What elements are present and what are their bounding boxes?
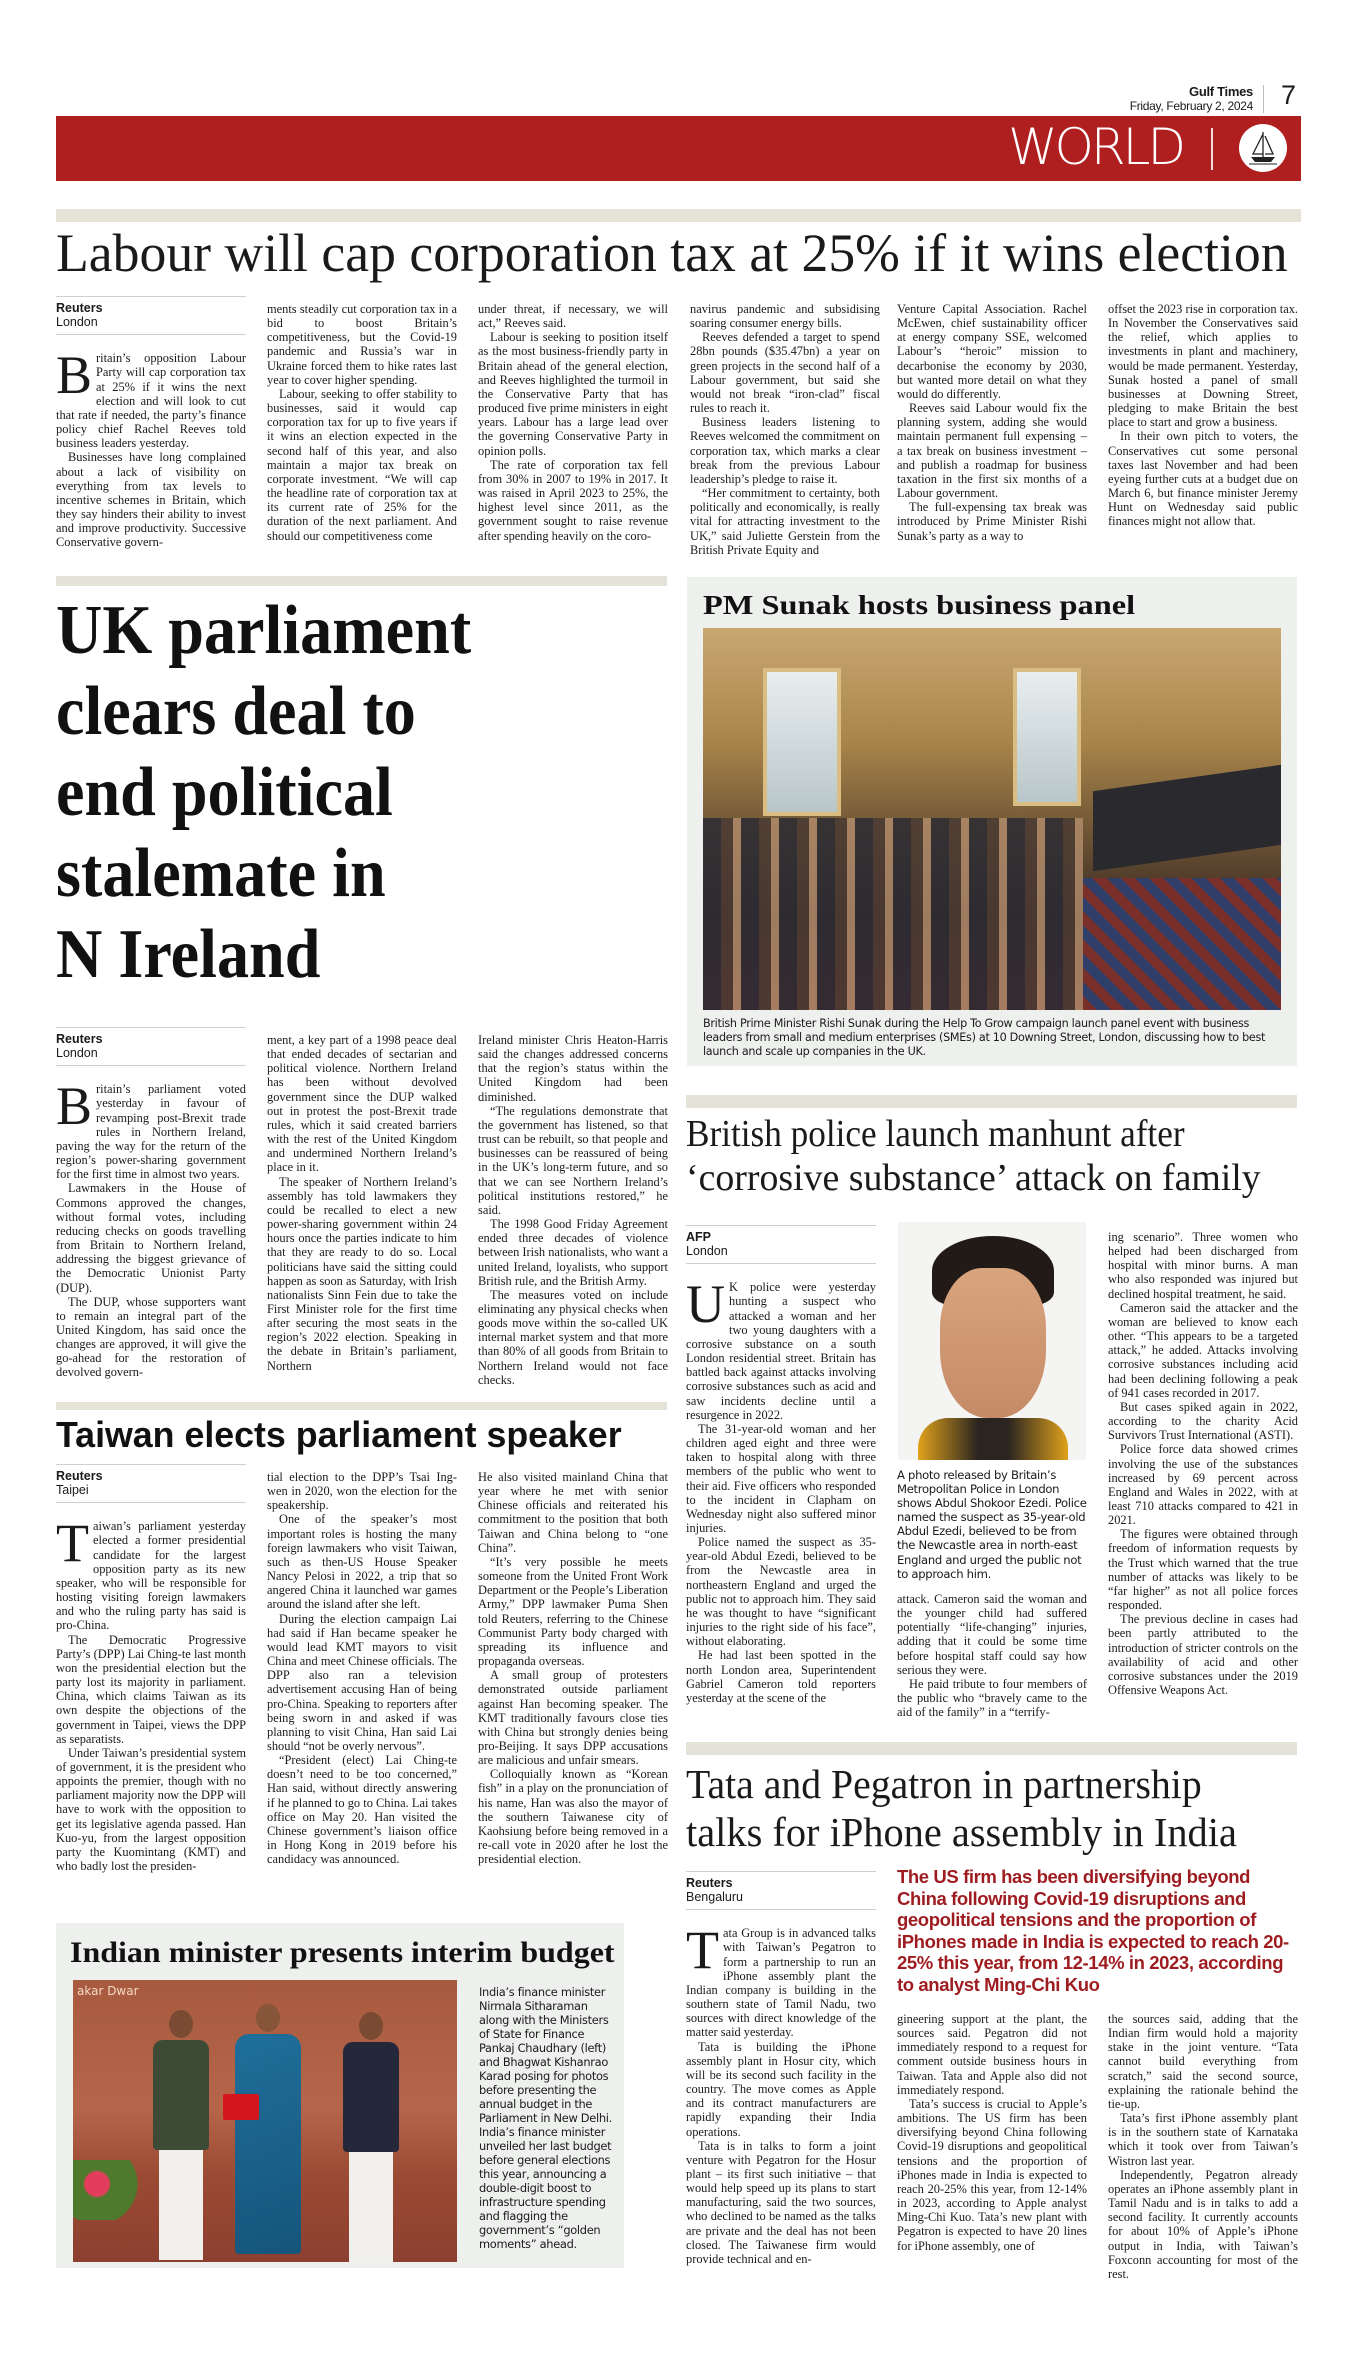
drop-cap: U	[686, 1274, 725, 1335]
lead-text: K police were yesterday hunting a suspect who attacked a woman and her two young daughters with a corrosive substance on a south London residential street. Britain has battled back against attacks involving corrosive substances such as acid and saw incidents decline until a resurgence in 2022.	[686, 1280, 876, 1422]
lead-text: aiwan’s parliament yesterday elected a former presidential candidate for the largest opposition party as its new speaker, who will be responsible for hosting visiting foreign lawmakers and who the ruling party has said is pro-China.	[56, 1519, 246, 1633]
drop-cap: T	[686, 1920, 719, 1981]
headline-line: ‘corrosive substance’ attack on family	[686, 1157, 1261, 1199]
article-body	[897, 1592, 1087, 1719]
lead-text: ritain’s opposition Labour Party will cap corporation tax at 25% if it wins the next election and will look to cut that rate if needed, the party’s finance policy chief Rachel Reeves told business leaders yesterday.	[56, 351, 246, 451]
lead-paragraph	[56, 1076, 246, 1182]
headline-line: clears deal to	[56, 673, 416, 750]
agency: Reuters	[56, 1032, 103, 1046]
article-body	[478, 302, 668, 543]
paragraph: The DUP, whose supporters want to remain an integral part of the United Kingdom, has said once the changes are approved, it will give the go-ahead for the restoration of devolved govern-	[56, 1294, 246, 1380]
headline-line: N Ireland	[56, 916, 321, 993]
lead-paragraph	[686, 1274, 876, 1422]
agency: AFP	[686, 1230, 711, 1244]
face	[940, 1268, 1046, 1418]
paragraph: ment, a key part of a 1998 peace deal that ended decades of sectarian and political violence. Northern Ireland has been without devolved government since the DUP walked out in protest the post-Brexit trade rules, which it said created barriers with the rest of the United Kingdom and undermined Northern Ireland’s place in it.	[267, 1033, 457, 1175]
paragraph: The previous decline in cases had been partly attributed to the introduction of stricter controls on the availability of acid and other corrosive substances under the 2019 Offensive Weapons Act.	[1108, 1612, 1298, 1697]
red-budget-folder	[223, 2094, 259, 2120]
section-divider-bar	[56, 576, 667, 586]
paragraph: tial election to the DPP’s Tsai Ing-wen in 2020, won the election for the speakership.	[267, 1470, 457, 1513]
paragraph: Businesses have long complained about a lack of visibility on everything from tax levels to incentive schemes in Britain, which they say hinders their ability to invest and improve productivity. Successive Conservative govern-	[56, 450, 246, 550]
tata-article-headline	[686, 1760, 1297, 1856]
uk-column-3	[478, 1033, 668, 1393]
lead-paragraph	[56, 345, 246, 451]
sunak-photo-box	[687, 577, 1297, 1066]
city: London	[56, 315, 98, 330]
section-divider-bar	[686, 1095, 1297, 1108]
paragraph: under threat, if necessary, we will act,” Reeves said.	[478, 302, 668, 331]
police-column-1	[686, 1225, 876, 1708]
labour-column-6	[1108, 302, 1298, 568]
photo-sign-text: akar Dwar	[77, 1984, 139, 1998]
agency: Reuters	[56, 301, 103, 315]
agency: Reuters	[686, 1876, 733, 1890]
article-body	[686, 1422, 876, 1705]
city: London	[686, 1244, 728, 1259]
budget-photo	[73, 1980, 457, 2262]
article-body	[56, 1633, 246, 1874]
paragraph: The rate of corporation tax fell from 30% in 2007 to 19% in 2017. It was raised in April 2023 to 25%, the highest level since 2011, as the government sought to raise revenue after spending heavily on the coro-	[478, 457, 668, 543]
section-divider-bar	[56, 1402, 667, 1410]
dateline	[686, 1871, 876, 1910]
paragraph: A small group of protesters demonstrated outside parliament against Han becoming speaker. The KMT traditionally favours close ties with China but strongly denies being pro-Beijing. It says DPP accusations are malicious and unfair smears.	[478, 1668, 668, 1768]
dateline	[56, 1027, 246, 1066]
carpet	[1083, 878, 1281, 1010]
paragraph: The Democratic Progressive Party’s (DPP) Lai Ching-te last month won the presidential election but the party lost its majority in parliament. China, which claims Taiwan as its own despite the objections of the government in Taipei, views the DPP as separatists.	[56, 1632, 246, 1746]
headline-line: talks for iPhone assembly in India	[686, 1809, 1237, 1855]
lead-text: ata Group is in advanced talks with Taiwan’s Pegatron to form a partnership to run an iPhone assembly plant the Indian company is building in the southern state of Tamil Nadu, two sources with direct knowledge of the matter said yesterday.	[686, 1926, 876, 2040]
photo-caption: British Prime Minister Rishi Sunak during the Help To Grow campaign launch panel event with business leaders from small and medium enterprises (SMEs) at 10 Downing Street, London, discussing how to best launch and scale up companies in the UK.	[703, 1017, 1266, 1058]
photo-box-headline	[703, 589, 1136, 622]
issue-date: Friday, February 2, 2024	[1129, 99, 1253, 113]
paragraph: Police named the suspect as 35-year-old Abdul Ezedi, believed to be from the Newcastle area in northeastern England and urged the public not to approach him. They said he was thought to have “significant injuries to the right side of his face”, without elaborating.	[686, 1535, 876, 1649]
drop-cap: B	[56, 345, 93, 406]
dateline	[56, 1464, 246, 1503]
headline-line: UK parliament	[56, 592, 472, 669]
person-right	[341, 2002, 401, 2258]
article-body	[478, 1033, 668, 1387]
article-body	[690, 302, 880, 557]
paragraph: Tata’s success is crucial to Apple’s ambitions. The US firm has been diversifying beyond China following Covid-19 disruptions and geopolitical tensions and the proportion of iPhones made in India is expected to reach 20-25% this year, from 12-14% in 2023, according to Apple analyst Ming-Chi Kuo. Tata’s new plant with Pegatron is expected to have 20 lines for iPhone assembly, one of	[897, 2096, 1087, 2253]
paragraph: But cases spiked again in 2022, according to the charity Acid Survivors Trust International (ASTI).	[1108, 1399, 1298, 1443]
photo-caption: A photo released by Britain’s Metropolitan Police in London shows Abdul Shokoor Ezedi. Police named the suspect as 35-year-old Abdul Ezedi, believed to be from the Newcastle area in north-east England and urged the public not to approach him.	[897, 1468, 1087, 1581]
paragraph: One of the speaker’s most important roles is hosting the many foreign lawmakers who visit Taiwan, such as then-US House Speaker Nancy Pelosi in 2022, a trip that so angered China it launched war games around the island after she left.	[267, 1512, 457, 1612]
section-divider	[1211, 128, 1213, 170]
masthead-divider	[1263, 85, 1264, 113]
page-number: 7	[1281, 80, 1297, 110]
city: London	[56, 1046, 98, 1061]
section-title: WORLD	[1008, 118, 1183, 176]
drop-cap: B	[56, 1076, 93, 1137]
dateline	[686, 1225, 876, 1264]
paragraph: In their own pitch to voters, the Conservatives cut some personal taxes last November and had been eyeing further cuts at a budget due on March 6, but finance minister Jeremy Hunt on Wednesday said public finances might not allow that.	[1108, 429, 1298, 529]
paragraph: Reeves defended a target to spend 28bn pounds ($35.47bn) a year on green projects in the second half of a Labour government, but said she would not break “iron-clad” fiscal rules to reach it.	[690, 330, 880, 416]
headline: PM Sunak hosts business panel	[703, 590, 1136, 620]
photo-box-headline	[70, 1935, 615, 1971]
paragraph: the sources said, adding that the Indian firm would hold a majority stake in the joint venture. “Tata cannot build everything from scratch,” said the second source, explaining the rationale behind the tie-up.	[1108, 2012, 1298, 2111]
paragraph: He also visited mainland China that year where he met with senior Chinese officials and reiterated his commitment to the position that both Taiwan and China belong to “one China”.	[478, 1470, 668, 1555]
india-budget-photo-box	[56, 1923, 624, 2268]
paragraph: Labour, seeking to offer stability to businesses, said it would cap corporation tax for up to five years if it wins an election expected in the second half of this year, and also maintain a major tax break on corporate investment. “We will cap the headline rate of corporation tax at its current rate of 25% for the duration of the next parliament. And should our competitiveness come	[267, 386, 457, 543]
section-band	[56, 116, 1301, 181]
paragraph: Business leaders listening to Reeves welcomed the commitment on corporation tax, which marks a clear break from the previous Labour leadership’s pledge to raise it.	[690, 415, 880, 486]
headline-line: stalemate in	[56, 835, 386, 912]
labour-article-headline	[56, 222, 1301, 286]
uk-article-headline	[56, 590, 667, 995]
paragraph: gineering support at the plant, the sources said. Pegatron did not immediately respond to a request for comment outside business hours in Taiwan. Tata and Apple also did not immediately respond.	[897, 2012, 1087, 2097]
paragraph: Police force data showed crimes involving the use of the substances increased by 69 percent across England and Wales in 2022, with at least 710 attacks compared to 421 in 2021.	[1108, 1442, 1298, 1528]
paragraph: Labour is seeking to position itself as the most business-friendly party in Britain ahead of the general election, and Reeves highlighted the turmoil in the Conservative Party that has produced five prime ministers in eight years. Labour has a large lead over the governing Conservative Party in opinion polls.	[478, 330, 668, 458]
paragraph: ments steadily cut corporation tax in a bid to boost Britain’s competitiveness, but the Covid-19 pandemic and Russia’s war in Ukraine forced them to hike rates last year to cover higher spending.	[267, 302, 457, 387]
article-body	[1108, 1230, 1298, 1697]
paragraph: “Her commitment to certainty, both politically and economically, is really vital for attracting investment to the UK,” said Juliette Gerstein from the British Private Equity and	[690, 486, 880, 557]
headline: Indian minister presents interim budget	[70, 1936, 615, 1969]
lead-text: ritain’s parliament voted yesterday in favour of revamping post-Brexit trade rules in Northern Ireland, paving the way for the return of the region’s power-sharing government for the first time in almost two years.	[56, 1082, 246, 1182]
paragraph: Tata’s first iPhone assembly plant is in the southern state of Karnataka which it took over from Taiwan’s Wistron last year.	[1108, 2111, 1298, 2168]
city: Bengaluru	[686, 1890, 743, 1905]
dhow-logo-icon	[1239, 124, 1287, 172]
article-body	[267, 1033, 457, 1373]
paragraph: The 1998 Good Friday Agreement ended three decades of violence between Irish nationalists, who want a united Ireland, loyalists, who support British rule, and the British Army.	[478, 1217, 668, 1288]
paragraph: The full-expensing tax break was introduced by Prime Minister Rishi Sunak’s party as a way to	[897, 500, 1087, 543]
article-body	[686, 2040, 876, 2267]
section-divider-bar	[686, 1742, 1297, 1755]
uk-column-2	[267, 1033, 457, 1393]
police-article-headline	[686, 1112, 1297, 1200]
paragraph: He had last been spotted in the north London area, Superintendent Gabriel Cameron told reporters yesterday at the scene of the	[686, 1648, 876, 1705]
photo-caption: India’s finance minister Nirmala Sitharaman along with the Ministers of State for Finance Pankaj Chaudhary (left) and Bhagwat Kishanrao Karad posing for photos before presenting the annual budget in the Parliament in New Delhi. India’s finance minister unveiled her last budget before general elections this year, announcing a double-digit boost to infrastructure spending and flagging the government’s “golden moments” ahead.	[479, 1985, 612, 2251]
article-body	[267, 302, 457, 543]
paragraph: Venture Capital Association. Rachel McEwen, chief sustainability officer at energy company SSE, welcomed Labour’s “heroic” mission to decarbonise the economy by 2030, but wanted more detail on what they would do differently.	[897, 302, 1087, 401]
taiwan-column-3	[478, 1470, 668, 1897]
labour-column-3	[478, 302, 668, 568]
tata-column-2	[897, 2012, 1087, 2276]
paragraph: ing scenario”. Three women who helped had been discharged from hospital with minor burns. A man who also responded was injured but declined hospital treatment, he said.	[1108, 1230, 1298, 1301]
labour-column-4	[690, 302, 880, 568]
taiwan-column-1	[56, 1464, 246, 1897]
police-column-2	[897, 1592, 1087, 1720]
window	[1013, 668, 1081, 806]
police-column-3	[1108, 1230, 1298, 1708]
window	[763, 668, 841, 816]
paragraph: “The regulations demonstrate that the government has listened, so that trust can be rebuilt, so that people and businesses can be reassured of being in the UK’s long-term future, and so that we can see Northern Ireland’s political institutions restored,” he said.	[478, 1103, 668, 1217]
shirt	[918, 1418, 1068, 1460]
lead-paragraph	[686, 1920, 876, 2040]
flowers	[73, 2160, 153, 2220]
pull-quote: The US firm has been diversifying beyond China following Covid-19 disruptions and geopolitical tensions and the proportion of iPhones made in India is expected to reach 20-25% this year, from 12-14% in 2023, according to analyst Ming-Chi Kuo	[897, 1866, 1289, 1995]
agency: Reuters	[56, 1469, 103, 1483]
article-body	[897, 2012, 1087, 2253]
audience	[703, 818, 1083, 1010]
taiwan-column-2	[267, 1470, 457, 1897]
paragraph: “It’s very possible he meets someone from the United Front Work Department or the People’s Liberation Army,” DPP lawmaker Puma Shen told Reuters, referring to the Chinese Communist Party body charged with spreading its influence and propaganda overseas.	[478, 1554, 668, 1669]
paper-name: Gulf Times	[1189, 84, 1253, 99]
paragraph: Lawmakers in the House of Commons approved the changes, without formal votes, including reducing checks on goods travelling from Britain to Northern Ireland, addressing the biggest grievance of the Democratic Unionist Party (DUP).	[56, 1181, 246, 1295]
article-body	[897, 302, 1087, 543]
sunak-panel-photo	[703, 628, 1281, 1010]
paragraph: Cameron said the attacker and the woman are believed to know each other. “This appears to be a targeted attack,” he added. Attacks involving corrosive substances including acid had been declining following a peak of 941 cases recorded in 2017.	[1108, 1300, 1298, 1400]
article-body	[56, 1181, 246, 1379]
article-body	[1108, 302, 1298, 529]
paragraph: Independently, Pegatron already operates an iPhone assembly plant in Tamil Nadu and is in talks to add a second facility. It currently accounts for about 10% of Apple’s iPhone output in India, with Taiwan’s Foxconn accounting for most of the rest.	[1108, 2167, 1298, 2281]
paragraph: Tata is building the iPhone assembly plant in Hosur city, which will be its second such facility in the country. The move comes as Apple and its contract manufacturers are rapidly expanding their India operations.	[686, 2039, 876, 2139]
paragraph: He paid tribute to four members of the public who “bravely came to the aid of the family” in a “terrify-	[897, 1676, 1087, 1720]
labour-column-5	[897, 302, 1087, 568]
headline: Labour will cap corporation tax at 25% if it wins election	[56, 223, 1288, 283]
paragraph: Tata is in talks to form a joint venture with Pegatron for the Hosur plant – its first such initiative – that would help speed up its plans to start manufacturing, said the two sources, who declined to be named as the talks are private and the deal has not been closed. The Taiwanese firm would provide technical and en-	[686, 2138, 876, 2266]
uk-column-1	[56, 1027, 246, 1393]
drop-cap: T	[56, 1513, 89, 1574]
article-body	[267, 1470, 457, 1866]
paragraph: Reeves said Labour would fix the planning system, adding she would maintain permanent full expensing – a tax break on business investment – and publish a roadmap for business taxation in the first six months of a Labour government.	[897, 401, 1087, 501]
paragraph: navirus pandemic and subsidising soaring consumer energy bills.	[690, 302, 880, 331]
dateline	[56, 296, 246, 335]
article-body	[56, 450, 246, 549]
headline-line: Tata and Pegatron in partnership	[686, 1761, 1202, 1807]
labour-column-1	[56, 296, 246, 568]
taiwan-article-headline	[56, 1414, 667, 1456]
paragraph: The figures were obtained through freedom of information requests by the Trust which warned that the true number of attacks was likely to be “far higher” as not all police forces responded.	[1108, 1527, 1298, 1613]
paragraph: The measures voted on include eliminating any physical checks when goods move within the so-called UK internal market system and that more than 80% of all goods from Britain to Northern Ireland would not face checks.	[478, 1287, 668, 1387]
headline-line: end political	[56, 754, 393, 831]
paragraph: Colloquially known as “Korean fish” in a play on the pronunciation of his name, Han was also the mayor of the southern Taiwanese city of Kaohsiung before being removed in a re-call vote in 2020 after he lost the presidential election.	[478, 1767, 668, 1867]
paragraph: Ireland minister Chris Heaton-Harris said the changes addressed concerns that the region’s status within the United Kingdom had been diminished.	[478, 1033, 668, 1104]
paragraph: During the election campaign Lai had said if Han became speaker he would lead KMT mayors to visit China and meet Chinese officials. The DPP also ran a television advertisement accusing Han of being pro-China. Speaking to reporters after being sworn in and asked if was planning to visit China, Han said Lai should “not be overly nervous”.	[267, 1611, 457, 1753]
paragraph: “President (elect) Lai Ching-te doesn’t need to be too concerned,” Han said, without directly answering if he planned to go to China. Lai takes office on May 20. Han visited the Chinese government’s liaison office in Hong Kong in 2019 before his candidacy was announced.	[267, 1753, 457, 1867]
stage	[1093, 765, 1281, 871]
headline-line: British police launch manhunt after	[686, 1113, 1185, 1155]
article-body	[1108, 2012, 1298, 2281]
tata-column-3	[1108, 2012, 1298, 2281]
paragraph: offset the 2023 rise in corporation tax. In November the Conservatives said the relief, which applies to investments in plant and machinery, would be made permanent. Yesterday, Sunak hosted a panel of small businesses at Downing Street, pledging to make Britain the best place to start and grow a business.	[1108, 302, 1298, 430]
city: Taipei	[56, 1483, 89, 1498]
article-body	[478, 1470, 668, 1866]
section-divider-bar	[56, 209, 1301, 222]
headline: Taiwan elects parliament speaker	[56, 1414, 622, 1455]
tata-column-1	[686, 1871, 876, 2276]
suspect-photo	[898, 1222, 1086, 1460]
labour-column-2	[267, 302, 457, 568]
paragraph: The 31-year-old woman and her children aged eight and three were taken to hospital along with three members of the public who went to their aid. Five officers who responded to the incident in Clapham on Wednesday night also suffered minor injuries.	[686, 1421, 876, 1535]
person-left	[151, 2002, 211, 2258]
paragraph: attack. Cameron said the woman and the younger child had suffered potentially “life-changing” injuries, adding that it could be some time before hospital staff could say how serious they were.	[897, 1592, 1087, 1677]
person-center	[233, 1994, 303, 2260]
lead-paragraph	[56, 1513, 246, 1633]
paragraph: Under Taiwan’s presidential system of government, it is the president who appoints the premier, though with no parliament majority now the DPP will have to work with the opposition to get its legislative agenda passed. Han Kuo-yu, from the largest opposition party the Kuomintang (KMT) and who badly lost the presiden-	[56, 1745, 246, 1874]
paragraph: The speaker of Northern Ireland’s assembly has told lawmakers they could be recalled to elect a new power-sharing government within 24 hours once the parties indicate to him that they are ready to do so. Local politicians have said the sitting could happen as soon as Saturday, with Irish nationalists Sinn Fein due to take the First Minister role for the first time after securing the most seats in the region’s 2022 election. Speaking in the debate in Britain’s parliament, Northern	[267, 1174, 457, 1373]
